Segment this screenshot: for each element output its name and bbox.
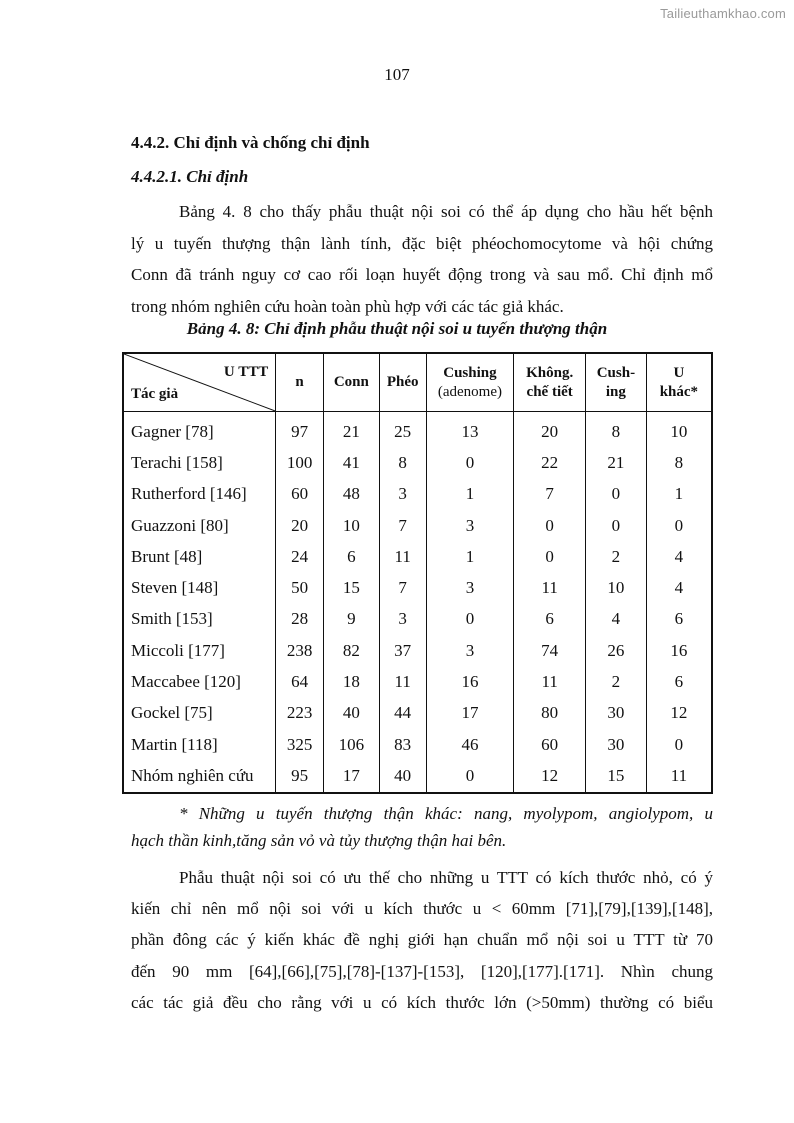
value-cell: 17 <box>426 698 514 729</box>
value-cell: 7 <box>514 479 586 510</box>
value-cell: 21 <box>586 447 647 478</box>
corner-header-cell <box>123 353 276 412</box>
author-cell: Martin [118] <box>123 729 276 760</box>
value-cell: 48 <box>323 479 379 510</box>
table-row <box>123 729 712 760</box>
corner-top-label: U TTT <box>223 364 269 380</box>
value-cell: 3 <box>426 510 514 541</box>
table-footnote <box>131 800 713 854</box>
header-n: n <box>276 353 324 412</box>
author-cell: Gockel [75] <box>123 698 276 729</box>
section-heading: 4.4.2. Chỉ định và chống chỉ định <box>131 133 370 152</box>
footnote-line: hạch thần kinh,tăng sản vỏ và tủy thượng thận hai bên. <box>131 831 507 850</box>
value-cell: 10 <box>646 412 712 448</box>
value-cell: 97 <box>276 412 324 448</box>
discussion-paragraph <box>131 862 713 1018</box>
corner-bottom-label: Tác giả <box>131 386 179 402</box>
table-row <box>123 666 712 697</box>
author-cell: Miccoli [177] <box>123 635 276 666</box>
value-cell: 10 <box>586 572 647 603</box>
value-cell: 83 <box>379 729 426 760</box>
footnote-line: * Những u tuyến thượng thận khác: nang, myolypom, angiolypom, u <box>179 804 713 823</box>
header-cushing <box>426 353 514 412</box>
value-cell: 3 <box>379 479 426 510</box>
value-cell: 12 <box>646 698 712 729</box>
header-u-1: U <box>673 364 685 381</box>
value-cell: 21 <box>323 412 379 448</box>
value-cell: 13 <box>426 412 514 448</box>
header-pheo: Phéo <box>379 353 426 412</box>
table-caption: Bảng 4. 8: Chỉ định phẫu thuật nội soi u tuyến thượng thận <box>186 319 608 338</box>
page-number: 107 <box>384 65 410 84</box>
paragraph-line: phần đông các ý kiến khác đề nghị giới hạn chuẩn mổ nội soi u TTT từ 70 <box>131 930 713 950</box>
value-cell: 100 <box>276 447 324 478</box>
value-cell: 17 <box>323 760 379 792</box>
value-cell: 24 <box>276 541 324 572</box>
value-cell: 40 <box>379 760 426 792</box>
value-cell: 7 <box>379 572 426 603</box>
author-cell: Guazzoni [80] <box>123 510 276 541</box>
value-cell: 238 <box>276 635 324 666</box>
paragraph-line: các tác giả đều cho rằng với u có kích thước lớn (>50mm) thường có biểu <box>131 992 713 1012</box>
value-cell: 11 <box>646 760 712 792</box>
value-cell: 4 <box>586 604 647 635</box>
value-cell: 223 <box>276 698 324 729</box>
value-cell: 20 <box>276 510 324 541</box>
value-cell: 74 <box>514 635 586 666</box>
value-cell: 16 <box>646 635 712 666</box>
value-cell: 25 <box>379 412 426 448</box>
paragraph-line: kiến chỉ nên mổ nội soi với u kích thước u < 60mm [71],[79],[139],[148], <box>131 899 713 919</box>
value-cell: 3 <box>379 604 426 635</box>
value-cell: 9 <box>323 604 379 635</box>
paragraph-line: Bảng 4. 8 cho thấy phẫu thuật nội soi có thể áp dụng cho hầu hết bệnh <box>179 202 713 221</box>
value-cell: 6 <box>514 604 586 635</box>
value-cell: 3 <box>426 572 514 603</box>
value-cell: 30 <box>586 729 647 760</box>
value-cell: 7 <box>379 510 426 541</box>
value-cell: 15 <box>586 760 647 792</box>
value-cell: 60 <box>276 479 324 510</box>
value-cell: 1 <box>426 479 514 510</box>
table-row <box>123 572 712 603</box>
value-cell: 0 <box>514 541 586 572</box>
header-non-secreting-1: Không. <box>526 364 574 381</box>
author-cell: Terachi [158] <box>123 447 276 478</box>
value-cell: 6 <box>646 666 712 697</box>
value-cell: 0 <box>426 760 514 792</box>
header-cushing-sub: (adenome) <box>437 383 503 400</box>
value-cell: 50 <box>276 572 324 603</box>
author-cell: Gagner [78] <box>123 412 276 448</box>
table-row <box>123 541 712 572</box>
header-cush-2: ing <box>605 383 626 400</box>
value-cell: 3 <box>426 635 514 666</box>
value-cell: 60 <box>514 729 586 760</box>
value-cell: 4 <box>646 541 712 572</box>
indication-table <box>122 352 713 794</box>
value-cell: 4 <box>646 572 712 603</box>
author-cell: Smith [153] <box>123 604 276 635</box>
table-row <box>123 447 712 478</box>
table-row <box>123 412 712 448</box>
value-cell: 28 <box>276 604 324 635</box>
author-cell: Maccabee [120] <box>123 666 276 697</box>
header-u-2: khác* <box>659 383 699 400</box>
table-row <box>123 635 712 666</box>
value-cell: 41 <box>323 447 379 478</box>
header-cushing-syndrome <box>586 353 647 412</box>
value-cell: 95 <box>276 760 324 792</box>
subsection-heading: 4.4.2.1. Chỉ định <box>131 167 249 186</box>
value-cell: 0 <box>426 604 514 635</box>
value-cell: 37 <box>379 635 426 666</box>
value-cell: 82 <box>323 635 379 666</box>
value-cell: 2 <box>586 666 647 697</box>
value-cell: 18 <box>323 666 379 697</box>
paragraph-line: lý u tuyến thượng thận lành tính, đặc biệt phéochomocytome và hội chứng <box>131 233 713 253</box>
value-cell: 0 <box>586 479 647 510</box>
value-cell: 8 <box>379 447 426 478</box>
value-cell: 64 <box>276 666 324 697</box>
value-cell: 44 <box>379 698 426 729</box>
value-cell: 1 <box>426 541 514 572</box>
value-cell: 40 <box>323 698 379 729</box>
author-cell: Nhóm nghiên cứu <box>123 760 276 792</box>
value-cell: 11 <box>514 666 586 697</box>
table-header-row <box>123 353 712 412</box>
value-cell: 26 <box>586 635 647 666</box>
value-cell: 0 <box>646 729 712 760</box>
value-cell: 0 <box>426 447 514 478</box>
author-cell: Rutherford [146] <box>123 479 276 510</box>
value-cell: 22 <box>514 447 586 478</box>
value-cell: 20 <box>514 412 586 448</box>
author-cell: Brunt [48] <box>123 541 276 572</box>
value-cell: 15 <box>323 572 379 603</box>
value-cell: 12 <box>514 760 586 792</box>
value-cell: 11 <box>379 666 426 697</box>
watermark: Tailieuthamkhao.com <box>660 6 786 21</box>
value-cell: 10 <box>323 510 379 541</box>
value-cell: 8 <box>646 447 712 478</box>
value-cell: 1 <box>646 479 712 510</box>
header-non-secreting <box>514 353 586 412</box>
intro-paragraph <box>131 196 713 322</box>
value-cell: 11 <box>514 572 586 603</box>
value-cell: 6 <box>646 604 712 635</box>
value-cell: 46 <box>426 729 514 760</box>
value-cell: 16 <box>426 666 514 697</box>
paragraph-line: Phẫu thuật nội soi có ưu thế cho những u TTT có kích thước nhỏ, có ý <box>179 868 713 887</box>
value-cell: 0 <box>514 510 586 541</box>
header-non-secreting-2: chế tiết <box>526 383 573 400</box>
value-cell: 325 <box>276 729 324 760</box>
table-body <box>123 412 712 793</box>
table-row <box>123 479 712 510</box>
header-cushing-main: Cushing <box>443 364 497 381</box>
paragraph-line: Conn đã tránh nguy cơ cao rối loạn huyết động trong và sau mổ. Chỉ định mổ <box>131 265 713 284</box>
value-cell: 6 <box>323 541 379 572</box>
author-cell: Steven [148] <box>123 572 276 603</box>
value-cell: 106 <box>323 729 379 760</box>
value-cell: 30 <box>586 698 647 729</box>
table-row <box>123 760 712 792</box>
value-cell: 8 <box>586 412 647 448</box>
header-conn: Conn <box>323 353 379 412</box>
header-cush-1: Cush- <box>596 364 636 381</box>
value-cell: 11 <box>379 541 426 572</box>
value-cell: 0 <box>586 510 647 541</box>
table-row <box>123 510 712 541</box>
paragraph-line: đến 90 mm [64],[66],[75],[78]-[137]-[153], [120],[177].[171]. Nhìn chung <box>131 961 713 981</box>
header-other-tumor <box>646 353 712 412</box>
table-row <box>123 604 712 635</box>
value-cell: 2 <box>586 541 647 572</box>
value-cell: 80 <box>514 698 586 729</box>
table-row <box>123 698 712 729</box>
value-cell: 0 <box>646 510 712 541</box>
paragraph-line: trong nhóm nghiên cứu hoàn toàn phù hợp với các tác giả khác. <box>131 296 564 316</box>
